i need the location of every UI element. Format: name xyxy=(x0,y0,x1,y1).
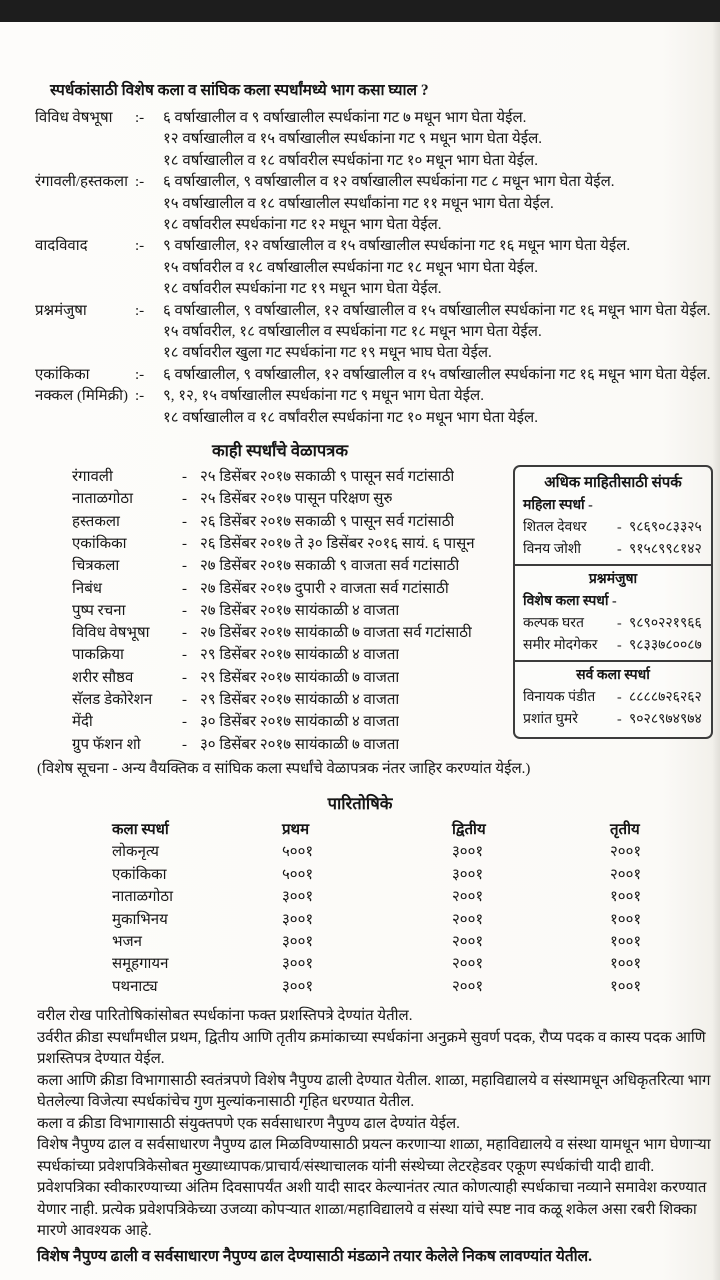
contact-separator: - xyxy=(617,712,622,728)
contact-entry xyxy=(523,709,703,731)
category-rule-row xyxy=(35,322,720,343)
contact-separator: - xyxy=(617,520,622,536)
schedule-datetime: २७ डिसेंबर २०१७ दुपारी २ वाजता सर्व गटांसाठी xyxy=(200,580,449,597)
schedule-separator: - xyxy=(182,736,187,753)
schedule-separator: - xyxy=(182,558,187,575)
schedule-datetime: २७ डिसेंबर २०१७ सायंकाळी ४ वाजता xyxy=(200,602,400,619)
category-rule-row xyxy=(35,194,720,215)
schedule-competition-name: ग्रुप फॅशन शो xyxy=(72,736,141,753)
rules-paragraph: वरील रोख पारितोषिकांसोबत स्पर्धकांना फक्त प्रशस्तिपत्रे देण्यांत येतील. xyxy=(37,1008,413,1025)
prize-third-amount: १००१ xyxy=(610,933,642,950)
category-separator xyxy=(135,279,163,300)
schedule-separator: - xyxy=(182,513,187,530)
schedule-separator: - xyxy=(182,469,187,486)
prize-table-row xyxy=(112,931,690,953)
contact-all-heading: सर्व कला स्पर्धा xyxy=(576,668,650,684)
prize-table xyxy=(112,819,690,998)
contact-person-name: विनय जोशी xyxy=(523,542,581,558)
category-rule-text: १५ वर्षावरील, १८ वर्षाखालील व स्पर्धकांना गट १८ मधून भाग घेता येईल. xyxy=(163,324,542,341)
category-separator: :- xyxy=(135,174,145,191)
category-rule-text: १८ वर्षाखालील व १८ वर्षांवरील स्पर्धकांना गट १० मधून भाग घेता येईल. xyxy=(163,409,538,426)
schedule-competition-name: निबंध xyxy=(72,580,103,597)
schedule-datetime: ३० डिसेंबर २०१७ सायंकाळी ४ वाजता xyxy=(200,714,400,731)
schedule-competition-name: नाताळगोठा xyxy=(72,491,133,508)
schedule-separator: - xyxy=(182,692,187,709)
category-separator xyxy=(135,343,163,364)
category-rule-row xyxy=(35,151,720,172)
prize-second-amount: २००१ xyxy=(452,911,484,928)
category-rule-text: ९ वर्षाखालील, १२ वर्षाखालील व १५ वर्षाखालील स्पर्धकांना गट १६ मधून भाग घेता येईल. xyxy=(163,238,631,255)
contact-phone-number: ९१५८९९८१४२ xyxy=(629,542,702,558)
schedule-competition-name: पुष्प रचना xyxy=(72,602,126,619)
category-label xyxy=(35,343,135,364)
prize-first-amount: ३००१ xyxy=(282,911,314,928)
category-rule-text: ६ वर्षाखालील, ९ वर्षाखालील व १२ वर्षाखालील स्पर्धकांना गट ८ मधून भाग घेता येईल. xyxy=(163,174,615,191)
prize-competition-name: समूहगायन xyxy=(112,956,169,973)
prize-first-amount: ३००१ xyxy=(282,956,314,973)
category-label: विविध वेषभूषा xyxy=(35,110,113,126)
category-label: रंगावली/हस्तकला xyxy=(35,174,128,191)
category-rule-text: ६ वर्षाखालील, ९ वर्षाखालील, १२ वर्षाखालील व १५ वर्षाखालील स्पर्धकांना गट १६ मधून भाग घेता येईल. xyxy=(163,366,711,383)
category-separator xyxy=(135,408,163,429)
prize-competition-name: लोकनृत्य xyxy=(112,844,159,861)
schedule-separator: - xyxy=(182,669,187,686)
schedule-datetime: २६ डिसेंबर २०१७ सकाळी ९ पासून सर्व गटांसाठी xyxy=(200,513,455,530)
prize-first-amount: ३००१ xyxy=(282,889,314,906)
category-separator: :- xyxy=(135,110,145,126)
prize-second-amount: ३००१ xyxy=(452,866,484,883)
prize-second-amount: २००१ xyxy=(452,978,484,995)
category-rule-row xyxy=(35,386,720,407)
prize-header-second: द्वितीय xyxy=(452,821,486,838)
category-separator xyxy=(135,258,163,279)
category-separator xyxy=(135,215,163,236)
prize-third-amount: १००१ xyxy=(610,889,642,906)
category-rule-row xyxy=(35,215,720,236)
category-separator xyxy=(135,322,163,343)
contact-women-entries xyxy=(523,517,703,561)
contact-entry xyxy=(523,687,703,709)
category-separator xyxy=(135,151,163,172)
prize-first-amount: ५००१ xyxy=(282,866,314,883)
contact-phone-number: ९८९०२२१९६६ xyxy=(629,616,702,632)
schedule-datetime: २९ डिसेंबर २०१७ सायंकाळी ४ वाजता xyxy=(200,692,400,709)
contact-entry xyxy=(523,613,703,635)
category-rule-row xyxy=(35,236,720,257)
contact-person-name: विनायक पंडीत xyxy=(523,690,596,706)
category-rule-text: १८ वर्षावरील स्पर्धकांना गट १९ मधून भाग घेता येईल. xyxy=(163,281,442,298)
category-rule-text: ६ वर्षाखालील, ९ वर्षाखालील, १२ वर्षाखालील व १५ वर्षाखालील स्पर्धकांना गट १६ मधून भाग घेता येईल. xyxy=(163,302,711,319)
category-rule-text: ९, १२, १५ वर्षाखालील स्पर्धकांना गट ९ मधून भाग घेता येईल. xyxy=(163,388,484,405)
category-rule-row xyxy=(35,172,720,193)
prize-table-row xyxy=(112,841,690,863)
category-label: नक्कल (मिमिक्री) xyxy=(35,388,129,405)
prize-header-first: प्रथम xyxy=(282,821,310,838)
document-page xyxy=(0,22,720,1280)
schedule-competition-name: शरीर सौष्ठव xyxy=(72,669,134,686)
schedule-separator: - xyxy=(182,714,187,731)
category-label xyxy=(35,322,135,343)
schedule-separator: - xyxy=(182,580,187,597)
schedule-competition-name: हस्तकला xyxy=(72,513,120,530)
category-separator: :- xyxy=(135,366,145,383)
category-separator: :- xyxy=(135,238,145,255)
prize-second-amount: २००१ xyxy=(452,933,484,950)
contact-separator: - xyxy=(617,616,622,632)
contact-phone-number: ९८३३७८००८७ xyxy=(629,638,702,654)
prize-table-row xyxy=(112,909,690,931)
contact-info-box xyxy=(513,465,713,739)
category-rules-list xyxy=(35,108,720,429)
category-rule-text: १८ वर्षावरील खुला गट स्पर्धकांना गट १९ मधून भाघ घेता येईल. xyxy=(163,345,492,362)
rules-paragraph: उर्वरीत क्रीडा स्पर्धांमधील प्रथम, द्वितीय आणि तृतीय क्रमांकाच्या स्पर्धकांना अनुक्रमे सुवर्ण पदक, रौप्य पदक व कास्य पदक आणि प्रशस्तिपत्र देण्यात येईल. xyxy=(37,1029,706,1068)
contact-all-entries xyxy=(523,687,703,731)
category-separator: :- xyxy=(135,302,145,319)
contact-person-name: शितल देवधर xyxy=(523,520,587,536)
prize-competition-name: मुकाभिनय xyxy=(112,911,168,928)
category-rule-text: १५ वर्षाखालील व १८ वर्षाखालील स्पर्धांकांना गट ११ मधून भाग घेता येईल. xyxy=(163,195,554,212)
contact-divider xyxy=(515,564,711,566)
category-rule-row xyxy=(35,408,720,429)
schedule-competition-name: रंगावली xyxy=(72,469,113,486)
category-rule-row xyxy=(35,129,720,150)
category-rule-text: १८ वर्षाखालील व १८ वर्षावरील स्पर्धकांना गट १० मधून भाग घेता येईल. xyxy=(163,152,538,169)
schedule-datetime: २७ डिसेंबर २०१७ सायंकाळी ७ वाजता सर्व गटांसाठी xyxy=(200,625,472,642)
schedule-separator: - xyxy=(182,535,187,552)
schedule-datetime: २९ डिसेंबर २०१७ सायंकाळी ७ वाजता xyxy=(200,669,400,686)
category-label xyxy=(35,408,135,429)
schedule-competition-name: मेंदी xyxy=(72,714,93,731)
category-label: प्रश्नमंजुषा xyxy=(35,302,87,319)
category-rule-text: १८ वर्षावरील स्पर्धकांना गट १२ मधून भाग घेता येईल. xyxy=(163,217,442,234)
contact-phone-number: ८८८८७२६२६२ xyxy=(629,690,702,706)
rules-paragraph: विशेष नैपुण्य ढाल व सर्वसाधारण नैपुण्य ढाल मिळविण्यासाठी प्रयत्न करणाऱ्या शाळा, महाविद्यालये व संस्था यामधून भाग घेणाऱ्या स्पर्धकांच्या प्रवेशपत्रिकेसोबत मुख्याध्यापक/प्राचार्य/संस्थाचालक यांनी संस्थेच्या लेटरहेडवर एकूण स्पर्धकांची यादी द्यावी. प्रवेशपत्रिका स्वीकारण्याच्या अंतिम दिवसापर्यंत अशी यादी सादर केल्यानंतर त्यात कोणत्याही स्पर्धकाचा नव्याने समावेश करण्यात येणार नाही. प्रत्येक प्रवेशपत्रिकेच्या उजव्या कोपऱ्यात शाळा/महाविद्यालये व संस्था यांचे स्पष्ट नाव कळू शकेल असा रबरी शिक्का मारणे आवश्यक आहे. xyxy=(37,1137,711,1240)
category-rule-text: १२ वर्षाखालील व १५ वर्षाखालील स्पर्धकांना गट ९ मधून भाग घेता येईल. xyxy=(163,131,543,148)
prize-third-amount: २००१ xyxy=(610,844,642,861)
prize-header-third: तृतीय xyxy=(610,821,640,838)
contact-divider xyxy=(515,660,711,662)
prize-table-row xyxy=(112,864,690,886)
closing-bold-note: विशेष नैपुण्य ढाली व सर्वसाधारण नैपुण्य ढाल देण्यासाठी मंडळाने तयार केलेले निकष लावण्यांत येतील. xyxy=(37,1247,593,1265)
prize-competition-name: भजन xyxy=(112,933,143,950)
contact-person-name: कल्पक घरत xyxy=(523,616,584,632)
top-black-bar xyxy=(0,0,720,22)
rules-paragraphs xyxy=(37,1006,718,1243)
prize-third-amount: १००१ xyxy=(610,978,642,995)
schedule-special-note: (विशेष सूचना - अन्य वैयक्तिक व सांघिक कला स्पर्धांचे वेळापत्रक नंतर जाहिर करण्यांत येईल.) xyxy=(37,760,531,777)
prize-third-amount: १००१ xyxy=(610,911,642,928)
category-rule-row xyxy=(35,301,720,322)
schedule-datetime: २९ डिसेंबर २०१७ सायंकाळी ४ वाजता xyxy=(200,647,400,664)
contact-box-title: अधिक माहितीसाठी संपर्क xyxy=(544,475,682,492)
category-rule-row xyxy=(35,279,720,300)
prize-competition-name: पथनाट्य xyxy=(112,978,158,995)
contact-entry xyxy=(523,539,703,561)
category-label xyxy=(35,151,135,172)
prize-table-row xyxy=(112,886,690,908)
prize-third-amount: २००१ xyxy=(610,866,642,883)
category-label xyxy=(35,194,135,215)
prize-first-amount: ३००१ xyxy=(282,933,314,950)
prize-header-competition: कला स्पर्धा xyxy=(112,821,169,838)
contact-women-heading: महिला स्पर्धा - xyxy=(523,498,593,514)
schedule-competition-name: एकांकिका xyxy=(72,535,127,552)
prizes-title: पारितोषिके xyxy=(327,793,393,813)
contact-quiz-heading: प्रश्नमंजुषा xyxy=(588,572,638,588)
contact-special-entries xyxy=(523,613,703,657)
prize-table-row xyxy=(112,953,690,975)
category-rule-row xyxy=(35,108,720,129)
schedule-separator: - xyxy=(182,647,187,664)
rules-paragraph: कला आणि क्रीडा विभागासाठी स्वतंत्रपणे विशेष नैपुण्य ढाली देण्यात येतील. शाळा, महाविद्यालये व संस्थामधून अधिकृतरित्या भाग घेतलेल्या विजेत्या स्पर्धकांचेच गुण मुल्यांकनासाठी गृहित धरण्यात येतील. xyxy=(37,1072,711,1111)
contact-separator: - xyxy=(617,690,622,706)
prize-second-amount: २००१ xyxy=(452,889,484,906)
category-rule-row xyxy=(35,258,720,279)
contact-entry xyxy=(523,635,703,657)
prize-second-amount: २००१ xyxy=(452,956,484,973)
category-rule-text: १५ वर्षावरील व १८ वर्षाखालील स्पर्धकांना गट १८ मधून भाग घेता येईल. xyxy=(163,259,538,276)
contact-person-name: प्रशांत घुमरे xyxy=(523,712,578,728)
contact-phone-number: ९०२८९७४९७४ xyxy=(629,712,702,728)
prize-table-header-row xyxy=(112,819,690,841)
schedule-datetime: ३० डिसेंबर २०१७ सायंकाळी ७ वाजता xyxy=(200,736,400,753)
page-title: स्पर्धकांसाठी विशेष कला व सांघिक कला स्पर्धांमध्ये भाग कसा घ्याल ? xyxy=(50,82,429,99)
category-separator: :- xyxy=(135,388,145,405)
contact-person-name: समीर मोदगेकर xyxy=(523,638,598,654)
prize-table-body xyxy=(112,841,690,998)
category-rule-text: ६ वर्षाखालील व ९ वर्षाखालील स्पर्धकांना गट ७ मधून भाग घेता येईल. xyxy=(163,110,527,126)
schedule-separator: - xyxy=(182,602,187,619)
prize-competition-name: एकांकिका xyxy=(112,866,167,883)
category-label: वादविवाद xyxy=(35,238,88,255)
schedule-datetime: २५ डिसेंबर २०१७ सकाळी ९ पासून सर्व गटांसाठी xyxy=(200,469,455,486)
prize-first-amount: ५००१ xyxy=(282,844,314,861)
category-label xyxy=(35,279,135,300)
category-separator xyxy=(135,129,163,150)
prize-competition-name: नाताळगोठा xyxy=(112,889,173,906)
prize-first-amount: ३००१ xyxy=(282,978,314,995)
contact-special-heading: विशेष कला स्पर्धा - xyxy=(523,594,617,610)
prize-second-amount: ३००१ xyxy=(452,844,484,861)
category-rule-row xyxy=(35,343,720,364)
schedule-section xyxy=(0,439,720,780)
contact-entry xyxy=(523,517,703,539)
prize-third-amount: १००१ xyxy=(610,956,642,973)
category-rule-row xyxy=(35,365,720,386)
schedule-competition-name: सॅलड डेकोरेशन xyxy=(72,692,153,709)
contact-phone-number: ९८६९०८३३२५ xyxy=(629,520,702,536)
category-label: एकांकिका xyxy=(35,366,90,383)
schedule-datetime: २७ डिसेंबर २०१७ सकाळी ९ वाजता सर्व गटांसाठी xyxy=(200,558,460,575)
schedule-datetime: २६ डिसेंबर २०१७ ते ३० डिसेंबर २०१६ सायं. ६ पासून xyxy=(200,535,475,552)
prize-table-row xyxy=(112,976,690,998)
schedule-competition-name: चित्रकला xyxy=(72,558,120,575)
schedule-datetime: २५ डिसेंबर २०१७ पासून परिक्षण सुरु xyxy=(200,491,393,508)
schedule-competition-name: विविध वेषभूषा xyxy=(72,625,150,642)
schedule-competition-name: पाकक्रिया xyxy=(72,647,124,664)
category-label xyxy=(35,258,135,279)
schedule-title: काही स्पर्धांचे वेळापत्रक xyxy=(211,441,349,461)
schedule-separator: - xyxy=(182,491,187,508)
category-label xyxy=(35,129,135,150)
schedule-separator: - xyxy=(182,625,187,642)
contact-separator: - xyxy=(617,542,622,558)
rules-paragraph: कला व क्रीडा विभागासाठी संयुक्तपणे एक सर्वसाधारण नैपुण्य ढाल देण्यांत येईल. xyxy=(37,1115,460,1132)
contact-separator: - xyxy=(617,638,622,654)
category-separator xyxy=(135,194,163,215)
category-label xyxy=(35,215,135,236)
